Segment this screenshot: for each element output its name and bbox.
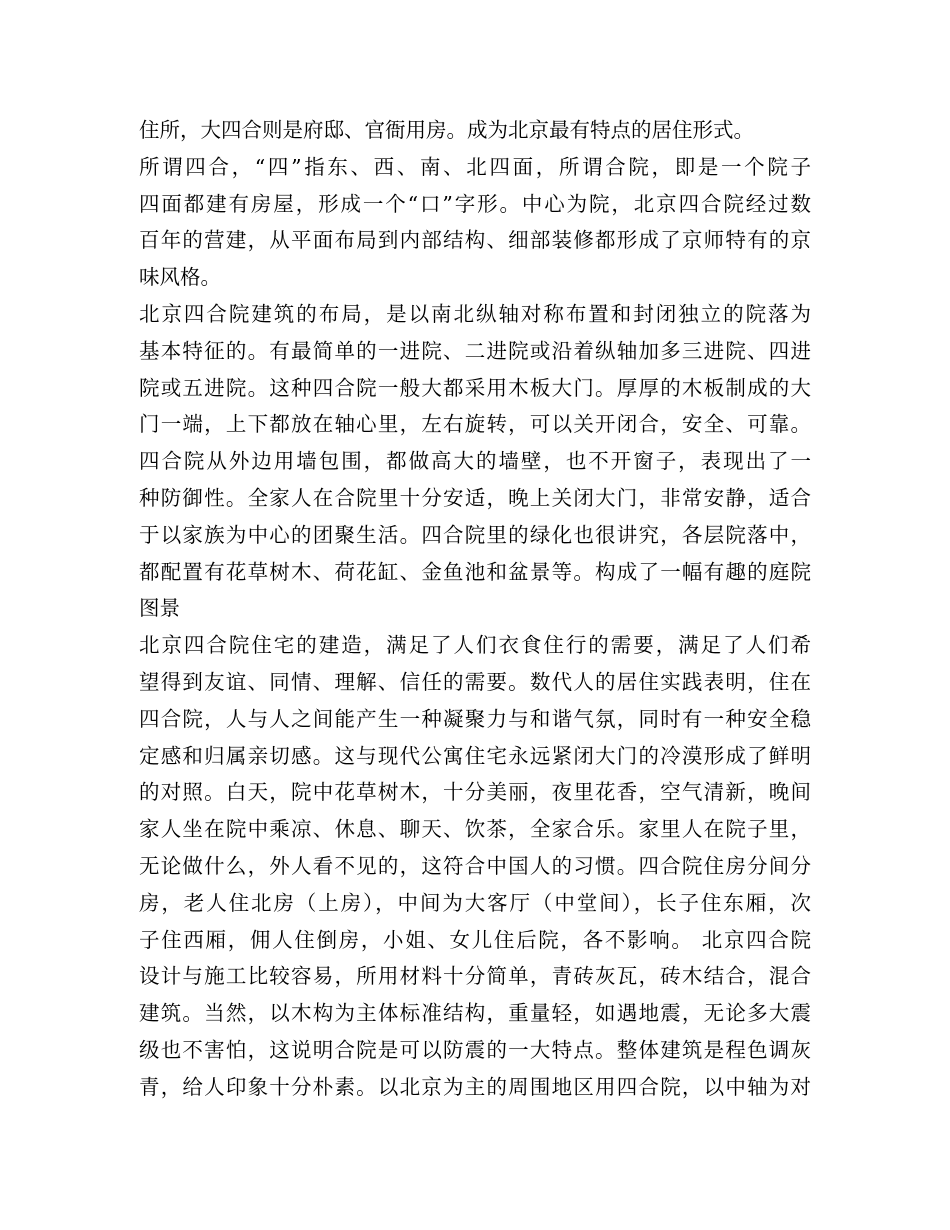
text-line: 四合院，人与人之间能产生一种凝聚力与和谐气氛，同时有一种安全稳 <box>139 706 811 731</box>
body-text <box>139 112 811 1106</box>
text-line: 北京四合院住宅的建造，满足了人们衣食住行的需要，满足了人们希 <box>139 633 811 658</box>
text-line: 基本特征的。有最简单的一进院、二进院或沿着纵轴加多三进院、四进 <box>139 338 811 363</box>
text-line: 北京四合院建筑的布局，是以南北纵轴对称布置和封闭独立的院落为 <box>139 301 811 326</box>
text-line: 住所，大四合则是府邸、官衙用房。成为北京最有特点的居住形式。 <box>139 118 754 142</box>
text-line: 定感和归属亲切感。这与现代公寓住宅永远紧闭大门的冷漠形成了鲜明 <box>139 743 811 768</box>
text-line: 都配置有花草树木、荷花缸、金鱼池和盆景等。构成了一幅有趣的庭院 <box>139 559 811 584</box>
text-line: 所谓四合，“四”指东、西、南、北四面，所谓合院，即是一个院子 <box>139 154 811 179</box>
text-line: 家人坐在院中乘凉、休息、聊天、饮茶，全家合乐。家里人在院子里， <box>139 817 811 842</box>
text-line: 于以家族为中心的团聚生活。四合院里的绿化也很讲究，各层院落中， <box>139 522 811 547</box>
text-line: 青，给人印象十分朴素。以北京为主的周围地区用四合院，以中轴为对 <box>139 1074 811 1099</box>
text-line: 无论做什么，外人看不见的，这符合中国人的习惯。四合院住房分间分 <box>139 853 811 878</box>
text-line: 院或五进院。这种四合院一般大都采用木板大门。厚厚的木板制成的大 <box>139 375 811 400</box>
text-line: 百年的营建，从平面布局到内部结构、细部装修都形成了京师特有的京 <box>139 228 811 253</box>
text-line: 子住西厢，佣人住倒房，小姐、女儿住后院，各不影响。 北京四合院 <box>139 927 811 952</box>
text-line: 望得到友谊、同情、理解、信任的需要。数代人的居住实践表明，住在 <box>139 669 811 694</box>
text-line: 门一端，上下都放在轴心里，左右旋转，可以关开闭合，安全、可靠。 <box>139 412 811 437</box>
text-line: 设计与施工比较容易，所用材料十分简单，青砖灰瓦，砖木结合，混合 <box>139 964 811 989</box>
text-line: 的对照。白天，院中花草树木，十分美丽，夜里花香，空气清新，晚间 <box>139 780 811 805</box>
text-line: 种防御性。全家人在合院里十分安适，晚上关闭大门，非常安静，适合 <box>139 485 811 510</box>
text-line: 四合院从外边用墙包围，都做高大的墙壁，也不开窗子，表现出了一 <box>139 449 811 474</box>
text-line: 级也不害怕，这说明合院是可以防震的一大特点。整体建筑是程色调灰 <box>139 1037 811 1062</box>
text-line: 图景 <box>139 596 180 621</box>
text-line: 四面都建有房屋，形成一个“口”字形。中心为院，北京四合院经过数 <box>139 191 811 216</box>
text-line: 味风格。 <box>139 265 221 290</box>
text-line: 房，老人住北房（上房），中间为大客厅（中堂间），长子住东厢，次 <box>139 890 811 915</box>
text-line: 建筑。当然，以木构为主体标准结构，重量轻，如遇地震，无论多大震 <box>139 1001 811 1026</box>
